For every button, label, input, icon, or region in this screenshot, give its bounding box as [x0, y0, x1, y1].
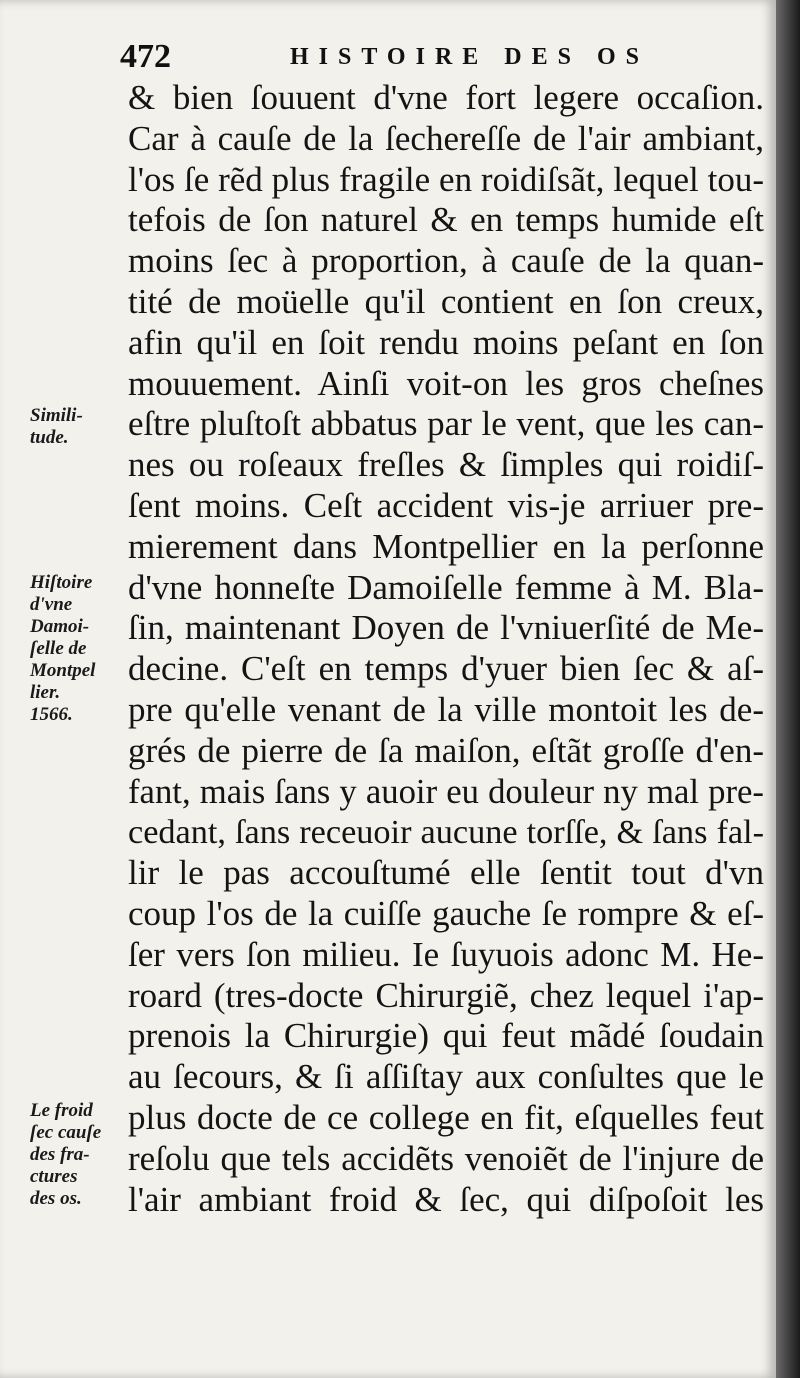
text-line: prenois la Chirurgie) qui feut mãdé ſoudain [128, 1016, 764, 1056]
margin-note-line: 1566. [30, 704, 73, 725]
text-line: Car à cauſe de la ſechereſſe de l'air ambiant, [128, 118, 764, 158]
running-head: HISTOIRE DES OS [290, 44, 649, 70]
text-line: fant, mais ſans y auoir eu douleur ny mal pre- [128, 771, 764, 811]
text-line: decine. C'eſt en temps d'yuer bien ſec & aſ- [128, 649, 764, 689]
text-line: grés de pierre de ſa maiſon, eſtãt groſſe d'en- [128, 730, 764, 770]
text-line: plus docte de ce college en fit, eſquelles feut [128, 1097, 764, 1137]
margin-note-line: des fra- [30, 1144, 90, 1165]
text-line: eſtre pluſtoſt abbatus par le vent, que les can- [128, 404, 764, 444]
text-line: mouuement. Ainſi voit-on les gros cheſnes [128, 363, 764, 403]
margin-note-line: Simili- [30, 405, 83, 426]
text-line: l'os ſe rẽd plus fragile en roidiſsãt, lequel tou- [128, 159, 764, 199]
text-line: cedant, ſans receuoir aucune torſſe, & ſans fal- [128, 813, 764, 852]
text-line: mierement dans Montpellier en la perſonne [128, 526, 764, 566]
margin-note-line: tude. [30, 427, 69, 448]
text-line: ſin, maintenant Doyen de l'vniuerſité de Me- [128, 608, 764, 648]
margin-note-froid [30, 1100, 126, 1210]
margin-note-line: Damoi- [30, 616, 90, 637]
text-line: & bien ſouuent d'vne fort legere occaſion. [128, 78, 764, 117]
text-line: pre qu'elle venant de la ville montoit les de- [128, 689, 764, 729]
page-number: 472 [120, 38, 171, 75]
margin-note-line: d'vne [30, 594, 73, 615]
text-line: ſer vers ſon milieu. Ie ſuyuois adonc M. He- [128, 934, 764, 974]
book-gutter-shadow [776, 0, 800, 1378]
text-line: lir le pas accouſtumé elle ſentit tout d'vn [128, 853, 764, 893]
margin-note-line: ſec cauſe [30, 1122, 102, 1143]
text-line: roard (tres-docte Chirurgiẽ, chez lequel i'ap- [128, 975, 764, 1015]
margin-note-line: Le froid [30, 1100, 93, 1121]
margin-note-similitude [30, 405, 126, 449]
margin-note-line: lier. [30, 682, 61, 703]
margin-note-line: ctures [30, 1166, 78, 1187]
margin-note-line: ſelle de [30, 638, 87, 659]
text-line: afin qu'il en ſoit rendu moins peſant en ſon [128, 322, 764, 362]
text-line: coup l'os de la cuiſſe gauche ſe rompre & eſ- [128, 893, 764, 933]
margin-note-line: des os. [30, 1188, 82, 1209]
main-text-block [128, 78, 764, 1220]
page-header [120, 38, 720, 78]
text-line: reſolu que tels accidẽts venoiẽt de l'injure de [128, 1138, 764, 1178]
text-line: ſent moins. Ceſt accident vis-je arriuer pre- [128, 485, 764, 525]
text-line: d'vne honneſte Damoiſelle femme à M. Bla- [128, 567, 764, 607]
text-line: nes ou roſeaux freſles & ſimples qui roidiſ- [128, 445, 764, 485]
text-line: tité de moüelle qu'il contient en ſon creux, [128, 281, 764, 321]
margin-note-line: Hiſtoire [30, 572, 93, 593]
text-line: moins ſec à proportion, à cauſe de la quan- [128, 241, 764, 281]
text-line: l'air ambiant froid & ſec, qui diſpoſoit les [128, 1179, 764, 1219]
text-line: tefois de ſon naturel & en temps humide eſt [128, 200, 764, 240]
text-line: au ſecours, & ſi aſſiſtay aux conſultes que le [128, 1057, 764, 1097]
margin-note-line: Montpel [30, 660, 96, 681]
margin-note-histoire [30, 572, 126, 726]
